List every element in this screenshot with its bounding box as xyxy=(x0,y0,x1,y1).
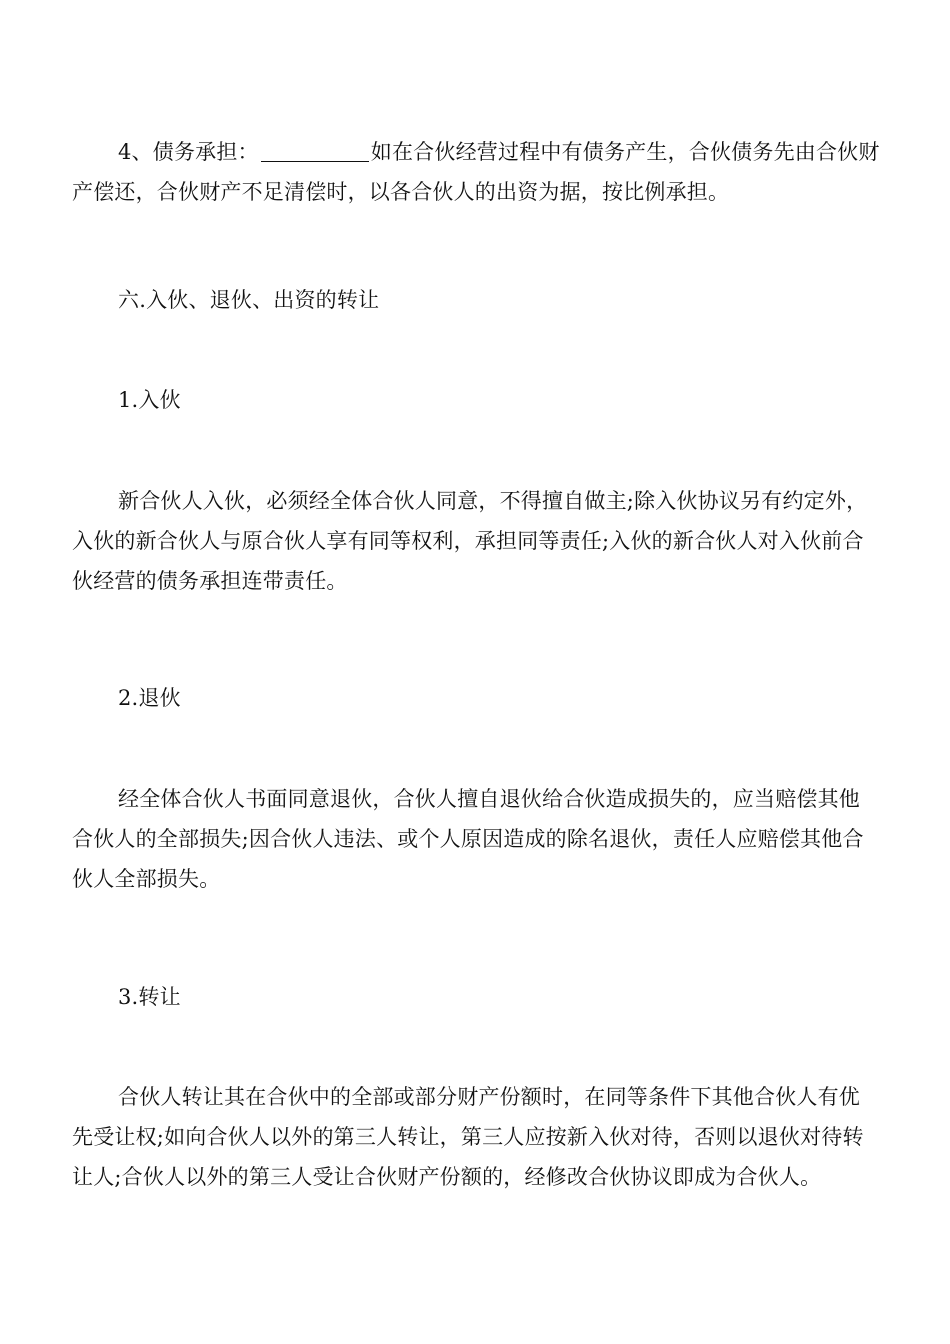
debt-text: 如在合伙经营过程中有债务产生，合伙债务先由合伙财产偿还，合伙财产不足清偿时，以各合伙人的出资为据，按比例承担。 xyxy=(72,140,880,204)
transfer-paragraph: 合伙人转让其在合伙中的全部或部分财产份额时，在同等条件下其他合伙人有优先受让权;如向合伙人以外的第三人转让，第三人应按新入伙对待，否则以退伙对待转让人;合伙人以外的第三人受让合伙财产份额的，经修改合伙协议即成为合伙人。 xyxy=(72,1085,864,1189)
withdraw-paragraph: 经全体合伙人书面同意退伙，合伙人擅自退伙给合伙造成损失的，应当赔偿其他合伙人的全部损失;因合伙人违法、或个人原因造成的除名退伙，责任人应赔偿其他合伙人全部损失。 xyxy=(72,787,864,891)
debt-paragraph xyxy=(72,132,880,212)
debt-label: 4、债务承担： xyxy=(118,140,259,164)
section-six-title: 六.入伙、退伙、出资的转让 xyxy=(118,288,380,312)
transfer-title: 3.转让 xyxy=(118,985,181,1009)
blank-line xyxy=(261,139,369,162)
withdraw-title: 2.退伙 xyxy=(118,686,181,710)
join-title: 1.入伙 xyxy=(118,388,181,412)
join-paragraph: 新合伙人入伙，必须经全体合伙人同意，不得擅自做主;除入伙协议另有约定外，入伙的新合伙人与原合伙人享有同等权利，承担同等责任;入伙的新合伙人对入伙前合伙经营的债务承担连带责任。 xyxy=(72,489,868,593)
